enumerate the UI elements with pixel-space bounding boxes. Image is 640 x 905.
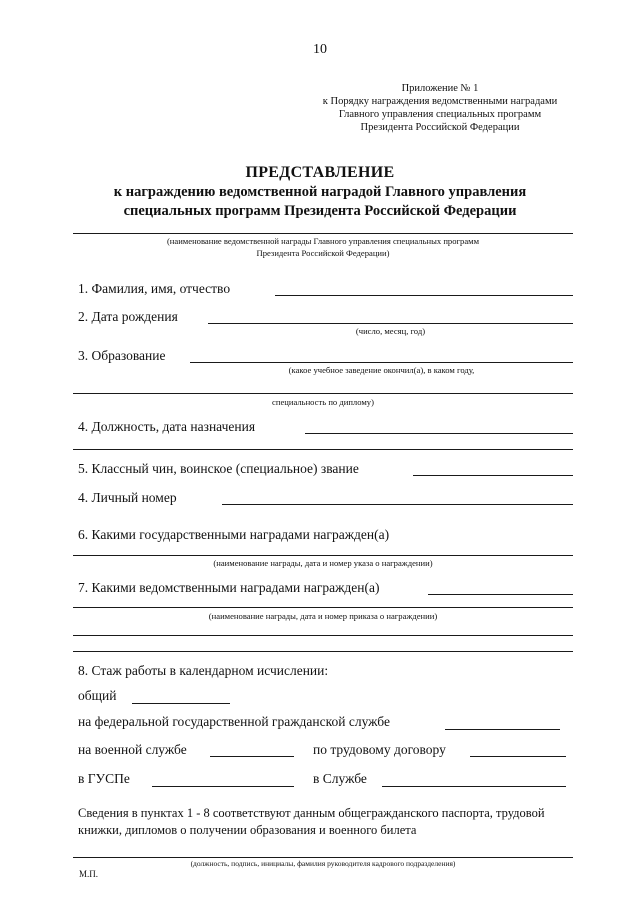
field-dept-awards-line[interactable]: [428, 594, 573, 595]
experience-military-label: на военной службе: [78, 742, 187, 757]
experience-total-line[interactable]: [132, 703, 230, 704]
confirmation-text: Сведения в пунктах 1 - 8 соответствуют данным общегражданского паспорта, трудовой книжки, дипломов о получении образования и военного билета: [78, 806, 545, 837]
appendix-line-2: к Порядку награждения ведомственными наградами: [322, 96, 558, 107]
appendix-line-4: Президента Российской Федерации: [360, 122, 520, 133]
experience-contract-line[interactable]: [470, 756, 566, 757]
field-dept-awards-line-4[interactable]: [73, 651, 573, 652]
field-education-line-2[interactable]: [73, 393, 573, 394]
field-dept-awards-caption: (наименование награды, дата и номер приказа о награждении): [208, 611, 438, 621]
experience-service-line[interactable]: [382, 786, 566, 787]
field-personal-number-label: 4. Личный номер: [78, 490, 177, 505]
experience-service-label: в Службе: [313, 771, 367, 786]
title-line-3: специальных программ Президента Российской Федерации: [123, 203, 517, 219]
document-title: [0, 163, 640, 221]
page-number: 10: [313, 42, 327, 57]
field-state-awards-caption: (наименование награды, дата и номер указа о награждении): [213, 558, 433, 568]
field-birth-date-label: 2. Дата рождения: [78, 309, 178, 324]
award-caption-1: (наименование ведомственной награды Главного управления специальных программ: [166, 236, 480, 246]
field-position-label: 4. Должность, дата назначения: [78, 419, 256, 434]
appendix-line-3: Главного управления специальных программ: [338, 109, 542, 120]
field-education-caption-2: специальность по диплому): [272, 397, 374, 407]
signature-caption: (должность, подпись, инициалы, фамилия руководителя кадрового подразделения): [190, 859, 456, 868]
field-dept-awards-line-2[interactable]: [73, 607, 573, 608]
field-dept-awards-label: 7. Какими ведомственными наградами награжден(а): [78, 580, 380, 595]
field-birth-date-caption: (число, месяц, год): [355, 326, 426, 336]
field-education-line[interactable]: [190, 362, 573, 363]
field-birth-date-line[interactable]: [208, 323, 573, 324]
field-position-line-2[interactable]: [73, 449, 573, 450]
experience-military-line[interactable]: [210, 756, 294, 757]
stamp-label: М.П.: [79, 869, 99, 879]
experience-gusp-line[interactable]: [152, 786, 294, 787]
experience-heading: 8. Стаж работы в календарном исчислении:: [78, 663, 329, 678]
field-state-awards-label: 6. Какими государственными наградами награжден(а): [78, 527, 390, 542]
title-main: ПРЕДСТАВЛЕНИЕ: [245, 164, 395, 181]
appendix-header: [300, 82, 580, 134]
experience-civil-label: на федеральной государственной гражданской службе: [78, 714, 390, 729]
field-education-label: 3. Образование: [78, 348, 166, 363]
experience-contract-label: по трудовому договору: [313, 742, 446, 757]
experience-civil-line[interactable]: [445, 729, 560, 730]
field-full-name-label: 1. Фамилия, имя, отчество: [78, 281, 231, 296]
experience-gusp-label: в ГУСПе: [78, 771, 130, 786]
field-position-line[interactable]: [305, 433, 573, 434]
field-state-awards-line[interactable]: [73, 555, 573, 556]
field-rank-label: 5. Классный чин, воинское (специальное) звание: [78, 461, 359, 476]
field-rank-line[interactable]: [413, 475, 573, 476]
experience-total-label: общий: [78, 688, 117, 703]
award-caption-2: Президента Российской Федерации): [256, 248, 390, 258]
award-name-line[interactable]: [73, 233, 573, 234]
field-education-caption: (какое учебное заведение окончил(а), в каком году,: [288, 365, 475, 375]
signature-line[interactable]: [73, 857, 573, 858]
title-line-2: к награждению ведомственной наградой Главного управления: [113, 184, 527, 200]
field-dept-awards-line-3[interactable]: [73, 635, 573, 636]
field-personal-number-line[interactable]: [222, 504, 573, 505]
appendix-line-1: Приложение № 1: [401, 83, 479, 94]
field-full-name-line[interactable]: [275, 295, 573, 296]
